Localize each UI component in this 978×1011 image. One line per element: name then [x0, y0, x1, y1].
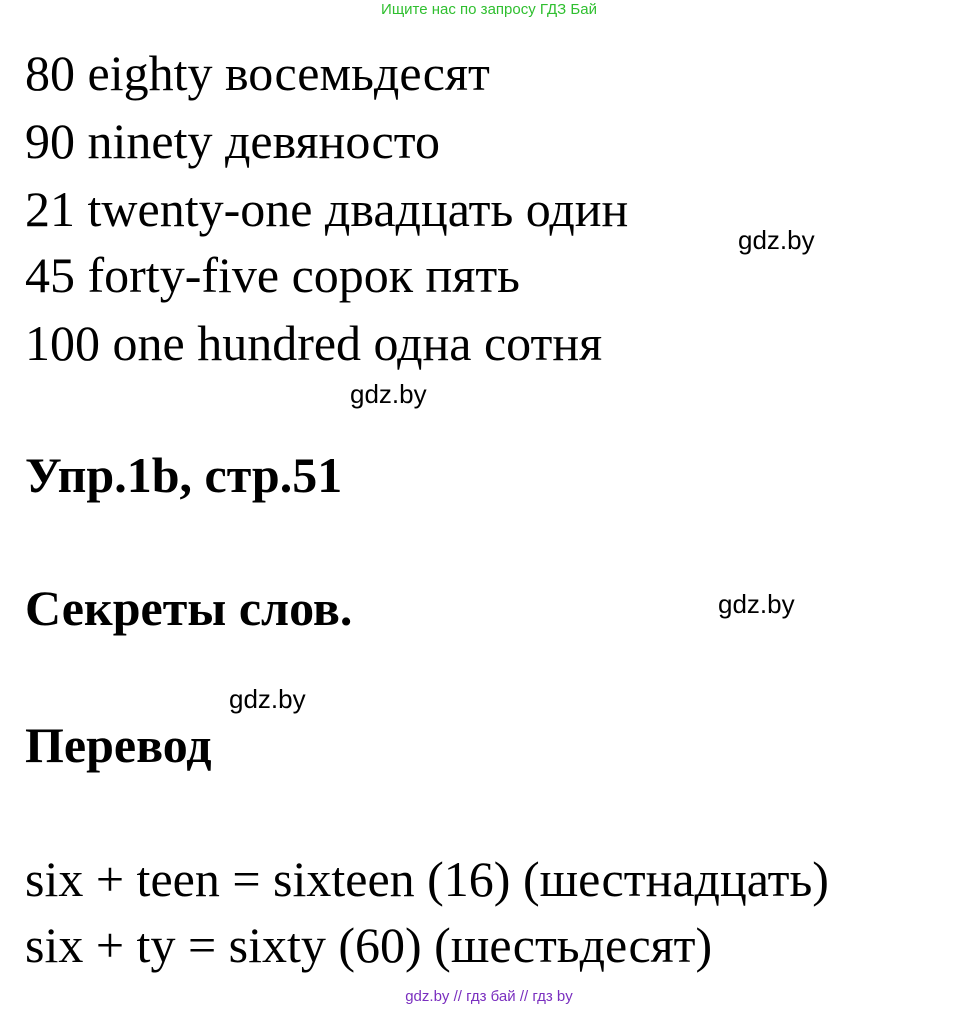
exercise-heading: Упр.1b, стр.51	[25, 447, 343, 503]
watermark: gdz.by	[350, 379, 427, 409]
number-line-100: 100 one hundred одна сотня	[25, 315, 603, 371]
footer: gdz.by // гдз бай // гдз by	[405, 988, 573, 1005]
translation-heading: Перевод	[25, 717, 212, 773]
number-line-21: 21 twenty-one двадцать один	[25, 181, 629, 237]
formula-sixty: six + ty = sixty (60) (шестьдесят)	[25, 917, 713, 973]
watermark: gdz.by	[738, 225, 815, 255]
watermark: gdz.by	[718, 589, 795, 619]
formula-sixteen: six + teen = sixteen (16) (шестнадцать)	[25, 851, 829, 907]
watermark: gdz.by	[229, 684, 306, 714]
section-title: Секреты слов.	[25, 580, 353, 636]
number-line-80: 80 eighty восемьдесят	[25, 45, 490, 101]
top-banner: Ищите нас по запросу ГДЗ Бай	[381, 1, 597, 18]
number-line-45: 45 forty-five сорок пять	[25, 247, 520, 303]
number-line-90: 90 ninety девяносто	[25, 113, 440, 169]
